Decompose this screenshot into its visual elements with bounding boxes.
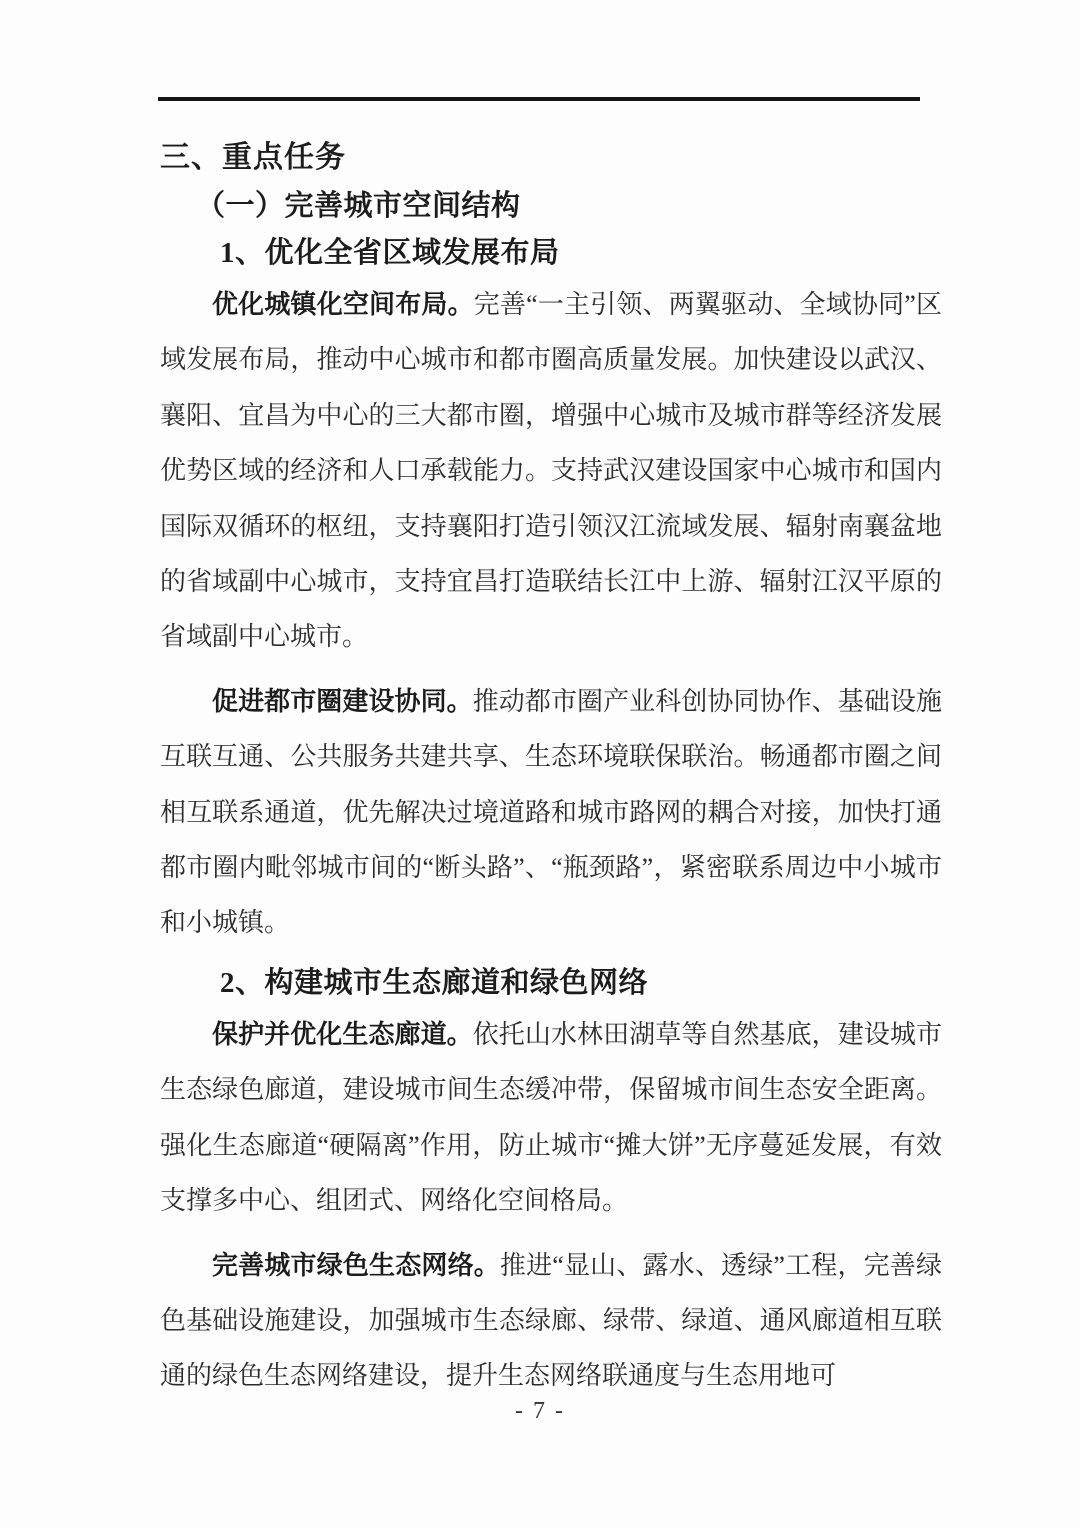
page-number: - 7 - — [515, 1398, 565, 1424]
paragraph-text: 完善“一主引领、两翼驱动、全域协同”区域发展布局，推动中心城市和都市圈高质量发展。加快建设以武汉、襄阳、宜昌为中心的三大都市圈，增强中心城市及城市群等经济发展优势区域的经济和人口承载能力。支持武汉建设国家中心城市和国内国际双循环的枢纽，支持襄阳打造引领汉江流域发展、辐射南襄盆地的省域副中心城市，支持宜昌打造联结长江中上游、辐射江汉平原的省域副中心城市。 — [160, 290, 942, 652]
numbered-heading-1: 1、优化全省区域发展布局 — [220, 237, 560, 269]
paragraph-text: 推动都市圈产业科创协同协作、基础设施互联互通、公共服务共建共享、生态环境联保联治。畅通都市圈之间相互联系通道，优先解决过境道路和城市路网的耦合对接，加快打通都市圈内毗邻城市间的“断头路”、“瓶颈路”，紧密联系周边中小城市和小城镇。 — [160, 686, 942, 938]
paragraph-lead: 保护并优化生态廊道。 — [212, 1019, 473, 1049]
paragraph-green-network — [160, 1238, 942, 1404]
paragraph-text: 推进“显山、露水、透绿”工程，完善绿色基础设施建设，加强城市生态绿廊、绿带、绿道、通风廊道相互联通的绿色生态网络建设，提升生态网络联通度与生态用地可 — [160, 1250, 942, 1391]
section-heading: 三、重点任务 — [160, 141, 346, 174]
paragraph-ecological-corridor — [160, 1007, 942, 1229]
paragraph-optimize-urbanization — [160, 277, 942, 665]
paragraph-lead: 优化城镇化空间布局。 — [212, 290, 474, 319]
document-content — [160, 134, 942, 1413]
paragraph-lead: 促进都市圈建设协同。 — [212, 686, 473, 716]
paragraph-text: 依托山水林田湖草等自然基底，建设城市生态绿色廊道，建设城市间生态缓冲带，保留城市间生态安全距离。强化生态廊道“硬隔离”作用，防止城市“摊大饼”无序蔓延发展，有效支撑多中心、组团式、网络化空间格局。 — [160, 1019, 942, 1216]
numbered-heading-2: 2、构建城市生态廊道和绿色网络 — [220, 966, 649, 999]
paragraph-metro-area-coordination — [160, 674, 942, 951]
header-rule — [158, 97, 920, 101]
subsection-heading: （一）完善城市空间结构 — [196, 190, 521, 222]
paragraph-lead: 完善城市绿色生态网络。 — [212, 1250, 500, 1280]
